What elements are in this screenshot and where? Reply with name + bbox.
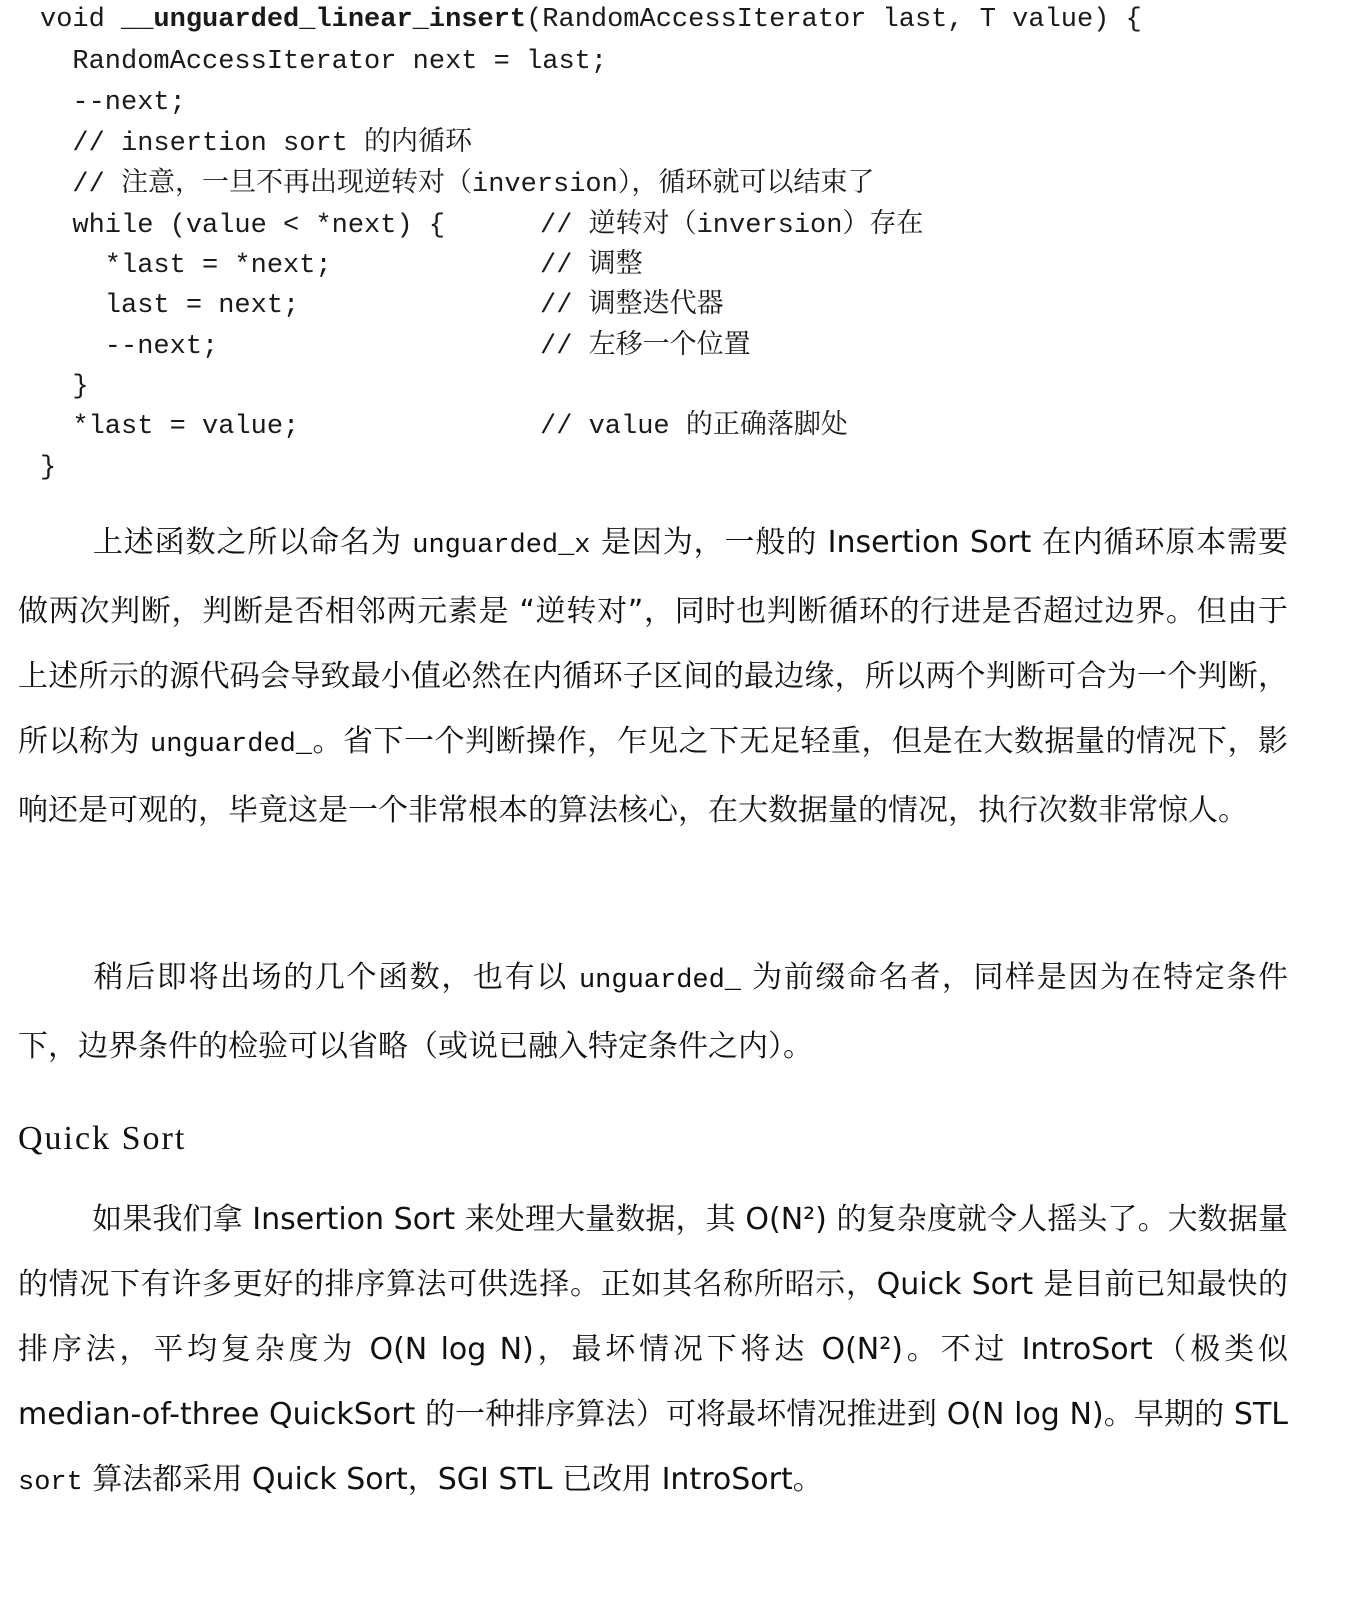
code-comment: // 左移一个位置 bbox=[540, 332, 751, 362]
code-comment: // 调整 bbox=[540, 251, 643, 281]
code-line bbox=[40, 165, 1340, 205]
para2-code-unguarded: unguarded_ bbox=[578, 966, 742, 996]
code-line bbox=[40, 327, 1340, 367]
code-line bbox=[40, 0, 1340, 40]
code-text: } bbox=[40, 453, 57, 483]
code-comment: // 逆转对（inversion）存在 bbox=[540, 211, 924, 241]
code-line bbox=[40, 367, 1340, 407]
code-text: } bbox=[40, 372, 89, 402]
paragraph-unguarded-prefix bbox=[18, 945, 1288, 1079]
para1-text-3: 。省下一个判断操作，乍见之下无足轻重，但是在大数据量的情况下，影响还是可观的，毕竟这是一个非常根本的算法核心，在大数据量的情况，执行次数非常惊人。 bbox=[18, 724, 1288, 828]
code-line bbox=[40, 246, 1340, 286]
para1-text-2: 是因为，一般的 Insertion Sort 在内循环原本需要做两次判断，判断是否相邻两元素是 “逆转对”，同时也判断循环的行进是否超过边界。但由于上述所示的源代码会导致最小值必然在内循环子区间的最边缘，所以两个判断可合为一个判断，所以称为 bbox=[18, 525, 1288, 759]
para3-text-2: 算法都采用 Quick Sort，SGI STL 已改用 IntroSort。 bbox=[82, 1462, 823, 1497]
para1-code-unguarded-x: unguarded_x bbox=[412, 531, 591, 561]
code-line bbox=[40, 206, 1340, 246]
code-line bbox=[40, 124, 1340, 164]
code-text: // 注意，一旦不再出现逆转对（inversion），循环就可以结束了 bbox=[40, 170, 875, 200]
code-comment: // value 的正确落脚处 bbox=[540, 412, 848, 442]
code-text: while (value < *next) { bbox=[40, 211, 446, 241]
code-line bbox=[40, 448, 1340, 488]
code-comment: // 调整迭代器 bbox=[540, 291, 724, 321]
code-function-name: __unguarded_linear_insert bbox=[121, 5, 527, 35]
code-text: (RandomAccessIterator last, T value) { bbox=[526, 5, 1142, 35]
code-text: --next; bbox=[40, 332, 219, 362]
code-text: --next; bbox=[40, 88, 186, 118]
para1-text-1: 上述函数之所以命名为 bbox=[92, 525, 413, 560]
para1-code-unguarded: unguarded_ bbox=[150, 730, 313, 760]
code-text: *last = *next; bbox=[40, 251, 332, 281]
para3-text-1: 如果我们拿 Insertion Sort 来处理大量数据，其 O(N²) 的复杂度就令人摇头了。大数据量的情况下有许多更好的排序算法可供选择。正如其名称所昭示，Quick Sort 是目前已知最快的排序法，平均复杂度为 O(N log N)，最坏情况下将达 O(N²)。不过 IntroSort（极类似 median-of-three QuickSort 的一种排序算法）可将最坏情况推进到 O(N log N)。早期的 STL bbox=[18, 1202, 1288, 1432]
para3-code-sort: sort bbox=[18, 1468, 83, 1498]
section-heading-quick-sort: Quick Sort bbox=[18, 1120, 187, 1157]
code-text: RandomAccessIterator next = last; bbox=[40, 47, 608, 77]
code-line bbox=[40, 42, 1340, 82]
para2-text-2: 为前缀命名者，同样是因为在特定条件下，边界条件的检验可以省略（或说已融入特定条件之内）。 bbox=[18, 960, 1288, 1064]
code-text: void bbox=[40, 5, 122, 35]
paragraph-quick-sort bbox=[18, 1187, 1288, 1516]
paragraph-unguarded-explanation bbox=[18, 510, 1288, 843]
code-line bbox=[40, 83, 1340, 123]
code-text: last = next; bbox=[40, 291, 300, 321]
code-line bbox=[40, 407, 1340, 447]
code-text: *last = value; bbox=[40, 412, 300, 442]
code-text: // insertion sort 的内循环 bbox=[40, 129, 473, 159]
para2-text-1: 稍后即将出场的几个函数，也有以 bbox=[92, 960, 579, 995]
code-line bbox=[40, 286, 1340, 326]
